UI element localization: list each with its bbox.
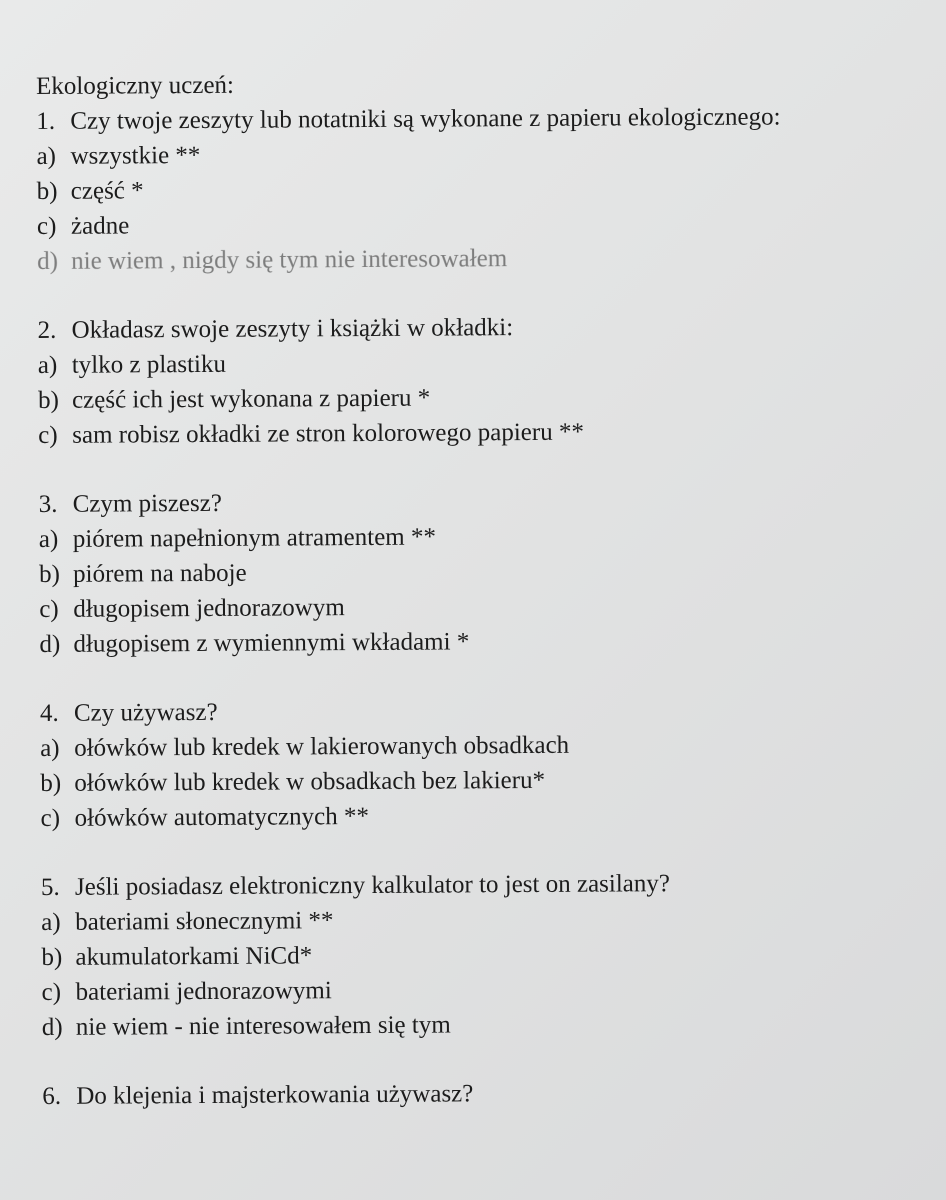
answer-option (37, 169, 937, 209)
question-1 (36, 99, 937, 279)
option-letter: b) (36, 177, 58, 205)
question-3 (39, 481, 940, 661)
option-letter: d) (41, 1013, 63, 1041)
question-text (37, 307, 937, 347)
answer-option (39, 551, 939, 591)
option-text: bateriami słonecznymi ** (75, 907, 334, 936)
question-4 (40, 690, 941, 835)
option-letter: a) (41, 908, 61, 936)
question-2 (37, 307, 938, 452)
option-text: żadne (70, 212, 130, 240)
question-text (39, 481, 939, 521)
question-label: Czy używasz? (73, 698, 218, 727)
answer-option (38, 377, 938, 417)
option-text: piórem na naboje (72, 559, 247, 588)
option-text: część * (70, 177, 144, 205)
option-text: długopisem z wymiennymi wkładami * (73, 628, 470, 658)
option-text: nie wiem - nie interesowałem się tym (75, 1011, 451, 1041)
answer-option (40, 795, 940, 835)
option-text: ołówków lub kredek w obsadkach bez lakieru* (74, 766, 546, 797)
option-letter: a) (40, 734, 60, 762)
option-letter: a) (37, 351, 58, 379)
option-letter: c) (39, 595, 59, 623)
document-title: Ekologiczny uczeń: (36, 71, 235, 100)
option-letter: c) (38, 421, 58, 449)
option-text: ołówków automatycznych ** (74, 802, 370, 832)
option-letter: a) (38, 525, 59, 553)
option-text: piórem napełnionym atramentem ** (72, 523, 437, 553)
answer-option (36, 134, 936, 174)
answer-option (39, 586, 939, 626)
answer-option (41, 934, 941, 974)
option-letter: c) (41, 978, 62, 1006)
option-letter: b) (40, 769, 62, 797)
answer-option (40, 725, 940, 765)
option-letter: b) (37, 386, 59, 414)
answer-option (37, 203, 937, 243)
option-letter: a) (36, 142, 57, 170)
questionnaire (36, 65, 942, 1114)
option-text: bateriami jednorazowymi (75, 977, 332, 1006)
question-number: 6. (42, 1082, 62, 1110)
question-number: 1. (36, 107, 56, 135)
question-number: 5. (40, 873, 60, 901)
question-5 (41, 864, 942, 1044)
option-text: ołówków lub kredek w lakierowanych obsadkach (74, 731, 570, 762)
option-text: część ich jest wykonana z papieru * (71, 384, 431, 414)
question-label: Czym piszesz? (72, 489, 222, 518)
question-label: Czy twoje zeszyty lub notatniki są wykonane z papieru ekologicznego: (70, 103, 781, 135)
answer-option (38, 342, 938, 382)
question-text (42, 1073, 942, 1113)
answer-option (39, 621, 939, 661)
answer-option (39, 516, 939, 556)
option-text: sam robisz okładki ze stron kolorowego papieru ** (72, 418, 584, 449)
option-text: wszystkie ** (70, 141, 201, 170)
option-letter: b) (38, 560, 60, 588)
option-letter: d) (37, 247, 59, 275)
option-letter: c) (40, 804, 61, 832)
option-text: długopisem jednorazowym (73, 594, 345, 623)
question-number: 3. (38, 490, 58, 518)
option-letter: b) (41, 943, 63, 971)
answer-option (40, 760, 940, 800)
option-text: nie wiem , nigdy się tym nie interesowałem (71, 245, 508, 275)
option-letter: c) (36, 212, 57, 240)
answer-option (42, 1004, 942, 1044)
question-6 (42, 1073, 942, 1113)
answer-option (41, 899, 941, 939)
question-text (36, 99, 936, 139)
answer-option (42, 969, 942, 1009)
option-text: akumulatorkami NiCd* (75, 942, 313, 971)
answer-option (38, 412, 938, 452)
option-letter: d) (39, 630, 61, 658)
question-text (41, 864, 941, 904)
question-label: Do klejenia i majsterkowania używasz? (76, 1080, 474, 1110)
question-label: Jeśli posiadasz elektroniczny kalkulator to jest on zasilany? (74, 870, 671, 901)
question-number: 2. (37, 316, 57, 344)
option-text: tylko z plastiku (71, 350, 227, 379)
question-label: Okładasz swoje zeszyty i książki w okładki: (71, 314, 514, 344)
question-text (40, 690, 940, 730)
question-number: 4. (39, 699, 59, 727)
answer-option-faded (37, 238, 937, 278)
